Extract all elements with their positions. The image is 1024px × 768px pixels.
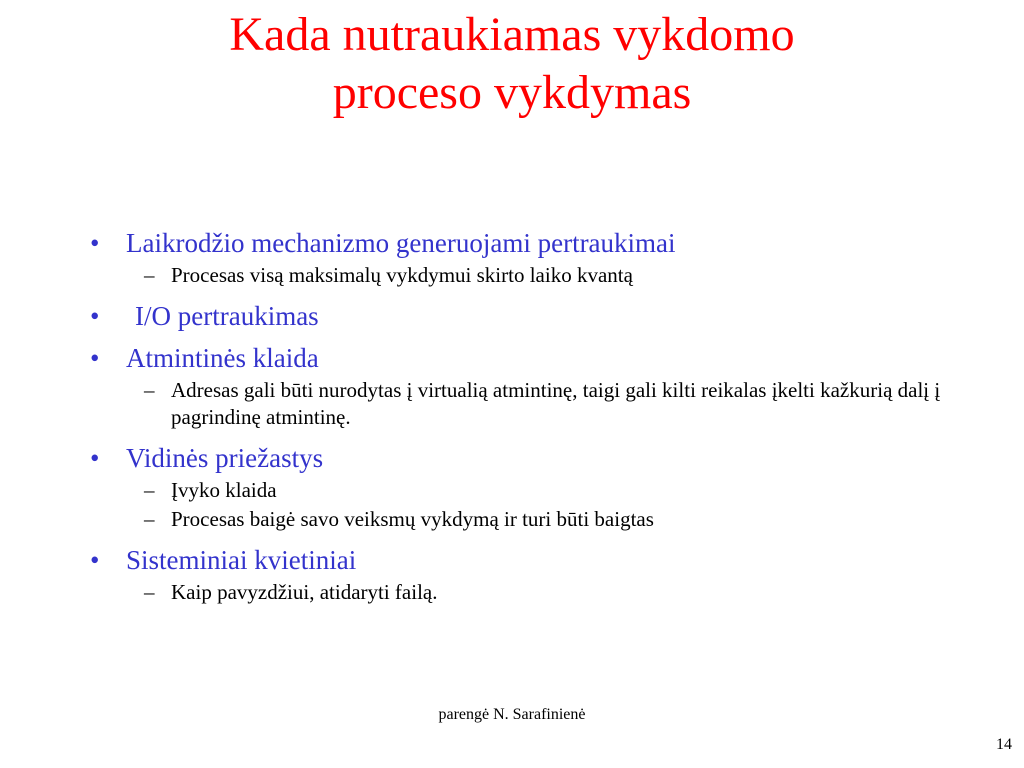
bullet-marker: • [90,343,100,373]
sub-bullet-marker: – [144,263,155,287]
bullet-marker: • [90,545,100,575]
sub-bullet-text: Procesas visą maksimalų vykdymui skirto laiko kvantą [171,263,633,287]
bullet-text: Sisteminiai kvietiniai [126,545,357,575]
sub-bullet-marker: – [144,478,155,502]
sub-bullet-item [90,477,990,504]
sub-bullet-item [90,262,990,289]
bullet-item [90,299,990,333]
sub-bullet-marker: – [144,580,155,604]
bullet-list [90,226,990,606]
bullet-marker: • [90,443,100,473]
bullet-marker: • [90,228,100,258]
bullet-text: I/O pertraukimas [135,301,319,331]
sub-bullet-item [90,579,990,606]
slide-title-line-2: proceso vykdymas [332,66,692,119]
bullet-marker: • [90,301,100,331]
bullet-text: Atmintinės klaida [126,343,319,373]
sub-bullet-text: Įvyko klaida [171,478,277,502]
bullet-text: Laikrodžio mechanizmo generuojami pertraukimai [126,228,676,258]
sub-bullet-marker: – [144,378,155,402]
bullet-item [90,543,990,577]
page-number: 14 [996,736,1012,753]
bullet-item [90,226,990,260]
bullet-item [90,341,990,375]
bullet-text: Vidinės priežastys [126,443,324,473]
slide-footer: parengė N. Sarafinienė [438,706,586,723]
sub-bullet-item [90,506,990,533]
sub-bullet-text: Adresas gali būti nurodytas į virtualią atmintinę, taigi gali kilti reikalas įkelti kažkurią dalį į pagrindinę atmintinę. [171,378,941,429]
bullet-item [90,441,990,475]
slide-title [0,6,1024,122]
sub-bullet-marker: – [144,507,155,531]
slide-title-line-1: Kada nutraukiamas vykdomo [229,8,795,61]
sub-bullet-item [90,377,990,431]
sub-bullet-text: Procesas baigė savo veiksmų vykdymą ir turi būti baigtas [171,507,654,531]
sub-bullet-text: Kaip pavyzdžiui, atidaryti failą. [171,580,438,604]
